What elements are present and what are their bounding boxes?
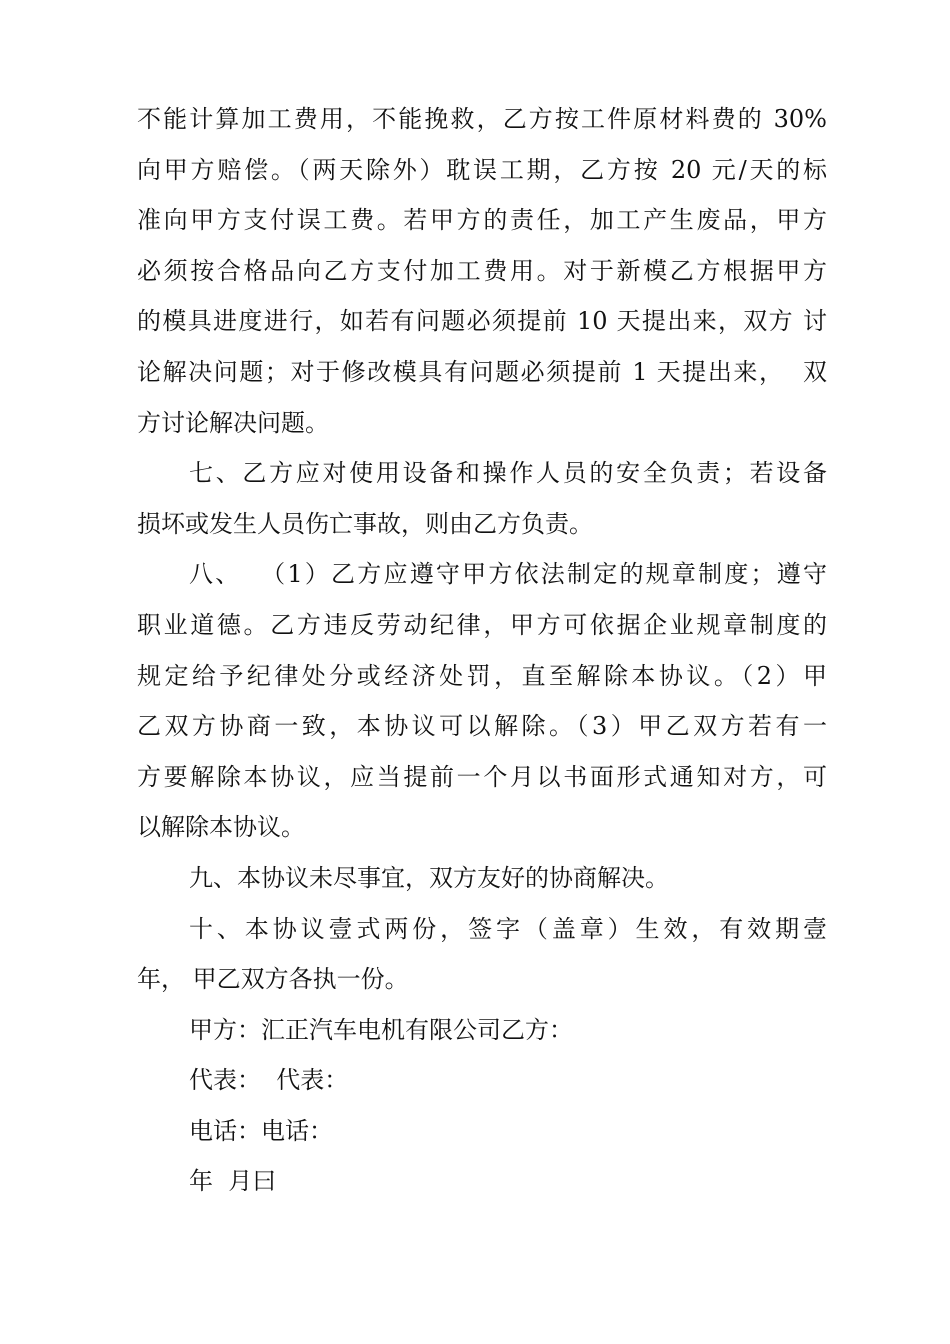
signature-block <box>137 1005 827 1207</box>
representative-line: 代表： 代表： <box>189 1066 349 1095</box>
text-line: 乙双方协商一致，本协议可以解除。（3）甲乙双方若有一 <box>137 712 827 741</box>
text-line: 准向甲方支付误工费。若甲方的责任，加工产生废品，甲方 <box>137 206 827 235</box>
clause-7 <box>137 448 827 549</box>
text-line: 十、本协议壹式两份，签字（盖章）生效，有效期壹 <box>189 914 827 943</box>
clause-9 <box>137 853 827 904</box>
text-line: 年， 甲乙双方各执一份。 <box>137 965 409 994</box>
text-line: 不能计算加工费用，不能挽救，乙方按工件原材料费的 30% <box>137 105 827 133</box>
parties-line: 甲方：汇正汽车电机有限公司乙方： <box>189 1015 573 1044</box>
document-page <box>137 94 827 1207</box>
text-line: 的模具进度进行，如若有问题必须提前 10 天提出来，双方 讨 <box>137 307 827 336</box>
text-line: 规定给予纪律处分或经济处罚，直至解除本协议。（2）甲 <box>137 661 827 690</box>
date-line: 年 月曰 <box>189 1167 277 1196</box>
text-line: 八、 （1）乙方应遵守甲方依法制定的规章制度；遵守 <box>189 560 827 589</box>
text-line: 职业道德。乙方违反劳动纪律，甲方可依据企业规章制度的 <box>137 610 827 639</box>
clause-10 <box>137 904 827 1005</box>
text-line: 论解决问题；对于修改模具有问题必须提前 1 天提出来， 双 <box>137 357 827 386</box>
text-line: 九、本协议未尽事宜，双方友好的协商解决。 <box>189 863 669 892</box>
text-line: 七、乙方应对使用设备和操作人员的安全负责；若设备 <box>189 459 827 488</box>
text-line: 方要解除本协议，应当提前一个月以书面形式通知对方，可 <box>137 762 827 791</box>
text-line: 以解除本协议。 <box>137 813 305 842</box>
text-line: 必须按合格品向乙方支付加工费用。对于新模乙方根据甲方 <box>137 256 827 285</box>
clause-6-continuation <box>137 94 827 448</box>
text-line: 损坏或发生人员伤亡事故，则由乙方负责。 <box>137 509 593 538</box>
text-line: 方讨论解决问题。 <box>137 408 329 437</box>
text-line: 向甲方赔偿。（两天除外）耽误工期，乙方按 20 元/天的标 <box>137 155 827 184</box>
clause-8 <box>137 549 827 853</box>
phone-line: 电话：电话： <box>189 1116 333 1145</box>
